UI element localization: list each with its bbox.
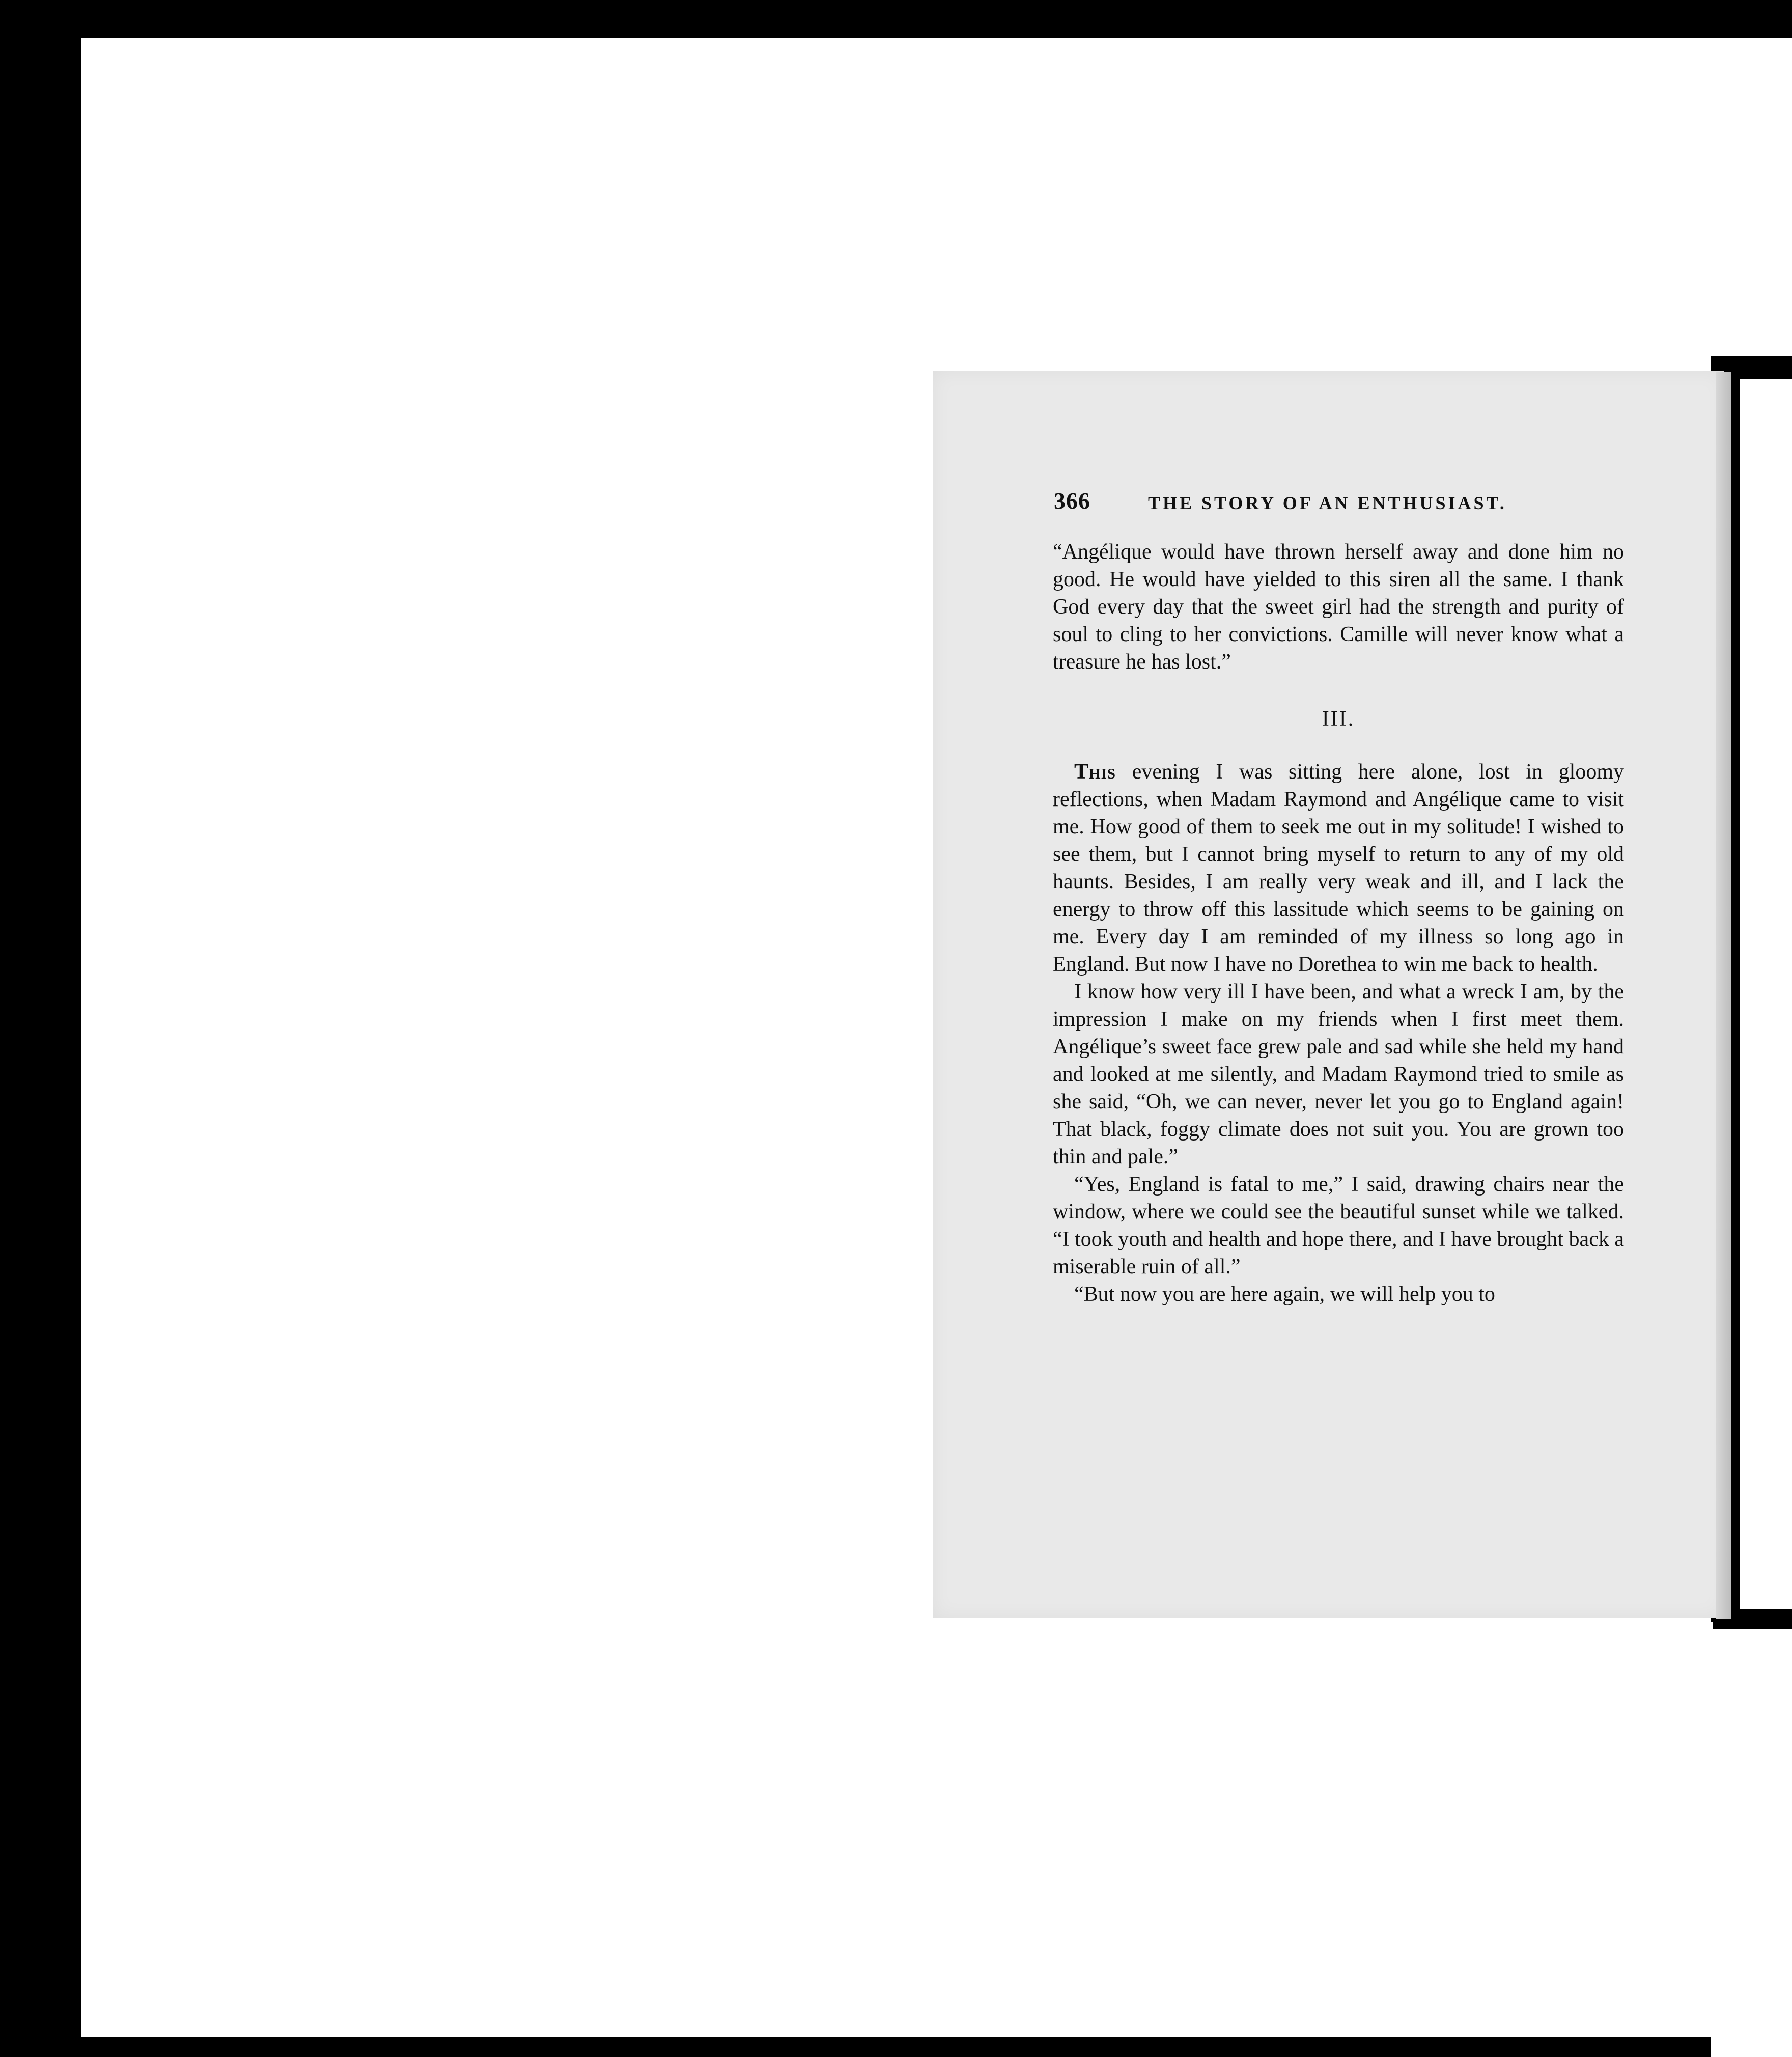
page-number: 366 bbox=[1054, 488, 1090, 514]
page-header bbox=[1054, 487, 1624, 518]
paragraph: “Angélique would have thrown herself away and done him no good. He would have yielded to this siren all the same. I thank God every day that the sweet girl had the strength and purity of soul to cling to her convictions. Camille will never know what a treasure he has lost.” bbox=[1053, 540, 1624, 674]
film-edge-left bbox=[28, 23, 84, 2057]
paragraph-text: evening I was sitting here alone, lost in gloomy reflections, when Madam Raymond and Angélique came to visit me. How good of them to seek me out in my solitude! I wished to see them, but I cannot bring myself to return to any of my old haunts. Besides, I am really very weak and ill, and I lack the energy to throw off this lassitude which seems to be gaining on me. Every day I am reminded of my illness so long ago in England. But now I have no Dorethea to win me back to health. bbox=[1053, 760, 1624, 976]
binding-clip-top bbox=[1713, 356, 1792, 371]
paragraph: “Yes, England is fatal to me,” I said, drawing chairs near the window, where we could see the beautiful sunset while we talked. “I took youth and health and hope there, and I have brought back a miserable ruin of all.” bbox=[1053, 1173, 1624, 1278]
paragraph bbox=[1053, 758, 1624, 978]
paragraph: “But now you are here again, we will help you to bbox=[1074, 1283, 1495, 1306]
film-margin-bottom-right bbox=[1711, 1622, 1792, 2057]
paragraph: I know how very ill I have been, and what a wreck I am, by the impression I make on my friends when I first meet them. Angélique’s sweet face grew pale and sad while she held my hand and looked at me silently, and Madam Raymond tried to smile as she said, “Oh, we can never, never let you go to England again! That black, foggy climate does not suit you. You are grown too thin and pale.” bbox=[1053, 980, 1624, 1169]
lead-word: This bbox=[1074, 760, 1116, 784]
section-heading: III. bbox=[1322, 707, 1355, 731]
binding-shadow bbox=[1716, 372, 1731, 1619]
body-text bbox=[1053, 538, 1624, 1308]
adjacent-page-edge bbox=[1740, 379, 1792, 1609]
running-head: THE STORY OF AN ENTHUSIAST. bbox=[1148, 493, 1507, 513]
